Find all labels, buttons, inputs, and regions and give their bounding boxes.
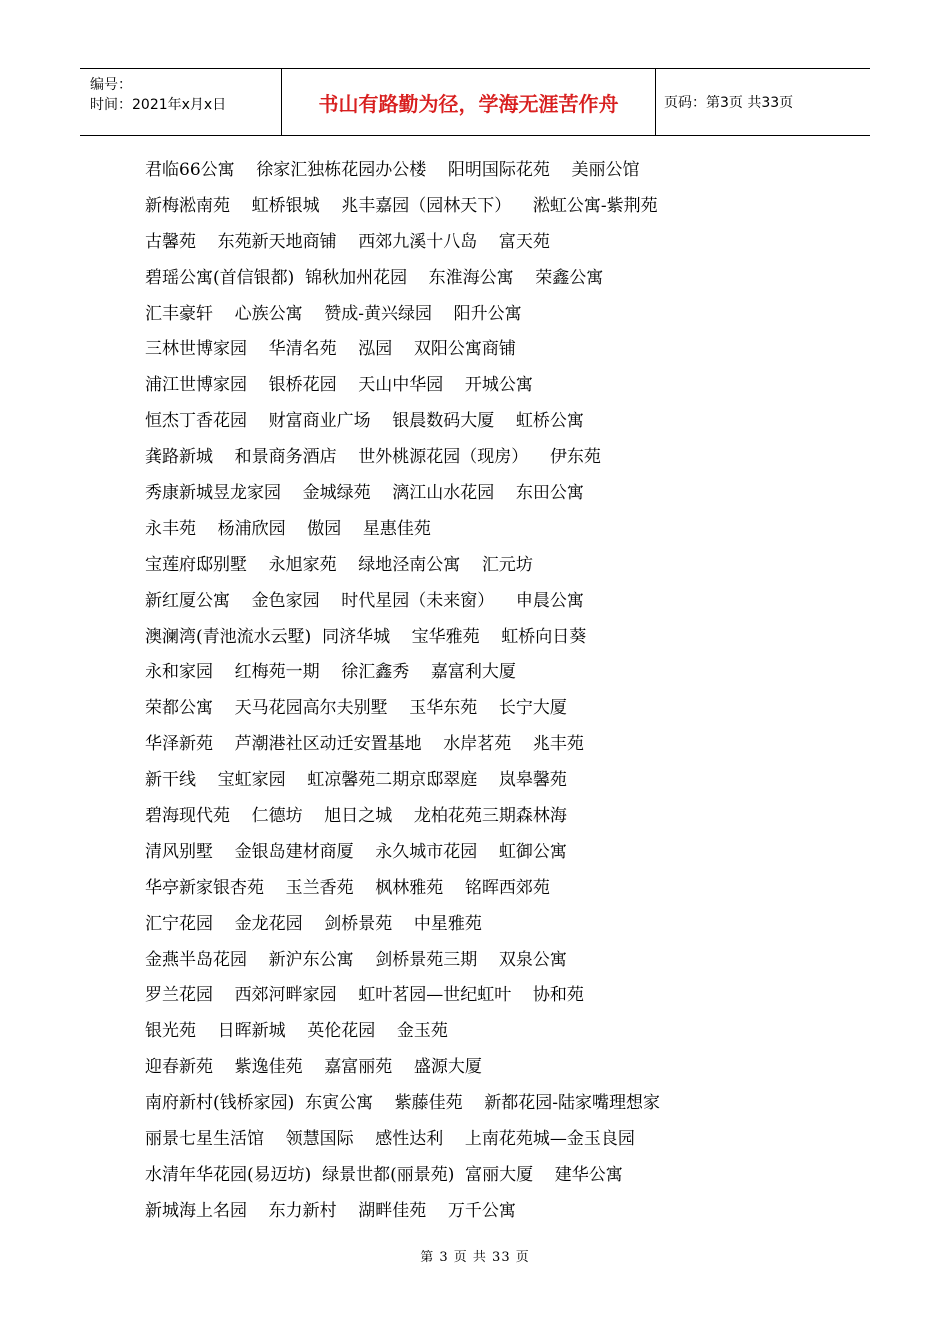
text-line: 汇宁花园 金龙花园 剑桥景苑 中星雅苑 xyxy=(145,913,482,934)
text-line: 恒杰丁香花园 财富商业广场 银晨数码大厦 虹桥公寓 xyxy=(145,411,584,432)
text-line: 澳澜湾(青池流水云墅) 同济华城 宝华雅苑 虹桥向日葵 xyxy=(145,626,587,647)
text-line: 华亭新家银杏苑 玉兰香苑 枫林雅苑 铭晖西郊苑 xyxy=(145,877,550,898)
text-line: 古馨苑 东苑新天地商铺 西郊九溪十八岛 富天苑 xyxy=(145,231,550,252)
text-line: 金燕半岛花园 新沪东公寓 剑桥景苑三期 双泉公寓 xyxy=(145,949,567,970)
page-footer: 第 3 页 共 33 页 xyxy=(420,1250,530,1265)
header-meta xyxy=(80,69,282,135)
text-line: 水清年华花园(易迈坊) 绿景世都(丽景苑) 富丽大厦 建华公寓 xyxy=(145,1164,623,1185)
text-line: 银光苑 日晖新城 英伦花园 金玉苑 xyxy=(145,1021,448,1042)
text-line: 新红厦公寓 金色家园 时代星园（未来窗） 申晨公寓 xyxy=(145,590,584,611)
text-line: 迎春新苑 紫逸佳苑 嘉富丽苑 盛源大厦 xyxy=(145,1057,482,1078)
header-page-info: 页码：第3页 共33页 xyxy=(664,95,794,111)
text-line: 荣都公寓 天马花园高尔夫别墅 玉华东苑 长宁大厦 xyxy=(145,698,567,719)
text-line: 永和家园 红梅苑一期 徐汇鑫秀 嘉富利大厦 xyxy=(145,662,516,683)
document-body xyxy=(145,152,845,1229)
page-header xyxy=(80,68,870,136)
text-line: 丽景七星生活馆 领慧国际 感性达利 上南花苑城—金玉良园 xyxy=(145,1129,635,1150)
text-line: 新城海上名园 东力新村 湖畔佳苑 万千公寓 xyxy=(145,1200,516,1221)
text-line: 南府新村(钱桥家园) 东寅公寓 紫藤佳苑 新都花园-陆家嘴理想家 xyxy=(145,1093,661,1114)
text-line: 永丰苑 杨浦欣园 傲园 星惠佳苑 xyxy=(145,518,431,539)
text-line: 新干线 宝虹家园 虹凉馨苑二期京邸翠庭 岚皋馨苑 xyxy=(145,770,567,791)
text-line: 宝莲府邸别墅 永旭家苑 绿地泾南公寓 汇元坊 xyxy=(145,554,533,575)
text-line: 汇丰豪轩 心族公寓 赞成-黄兴绿园 阳升公寓 xyxy=(145,303,522,324)
code-label: 编号： xyxy=(90,77,132,93)
text-line: 清风别墅 金银岛建材商厦 永久城市花园 虹御公寓 xyxy=(145,841,567,862)
text-line: 龚路新城 和景商务酒店 世外桃源花园（现房） 伊东苑 xyxy=(145,447,601,468)
text-line: 碧瑶公寓(首信银都) 锦秋加州花园 东淮海公寓 荣鑫公寓 xyxy=(145,267,604,288)
header-motto: 书山有路勤为径，学海无涯苦作舟 xyxy=(282,69,656,135)
text-line: 罗兰花园 西郊河畔家园 虹叶茗园—世纪虹叶 协和苑 xyxy=(145,985,584,1006)
text-line: 华泽新苑 芦潮港社区动迁安置基地 水岸茗苑 兆丰苑 xyxy=(145,734,584,755)
text-line: 碧海现代苑 仁德坊 旭日之城 龙柏花苑三期森林海 xyxy=(145,806,567,827)
text-line: 浦江世博家园 银桥花园 天山中华园 开城公寓 xyxy=(145,375,533,396)
text-line: 新梅淞南苑 虹桥银城 兆丰嘉园（园林天下） 淞虹公寓-紫荆苑 xyxy=(145,195,658,216)
text-line: 君临66公寓 徐家汇独栋花园办公楼 阳明国际花苑 美丽公馆 xyxy=(145,160,640,180)
text-line: 三林世博家园 华清名苑 泓园 双阳公寓商铺 xyxy=(145,339,516,360)
time-label: 时间：2021年x月x日 xyxy=(90,97,227,113)
text-line: 秀康新城昱龙家园 金城绿苑 漓江山水花园 东田公寓 xyxy=(145,483,584,504)
